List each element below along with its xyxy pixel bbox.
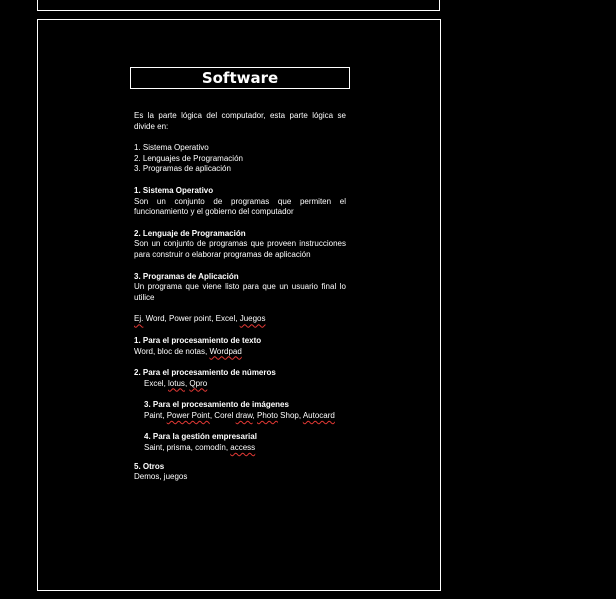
category-body: Demos, juegos [134, 472, 188, 482]
category-body: Excel, lotus, Qpro [144, 378, 208, 388]
spell-error-word: Juegos [239, 314, 266, 324]
spell-error-word: draw [235, 410, 253, 420]
category-body: Word, bloc de notas, Wordpad [134, 346, 242, 356]
example-line [134, 314, 346, 325]
list-item: 3. Programas de aplicación [134, 164, 231, 174]
list-item: 2. Lenguajes de Programación [134, 153, 243, 163]
spell-error-word: access [230, 443, 256, 453]
category-heading: 1. Para el procesamiento de texto [134, 335, 262, 345]
intro-paragraph: Es la parte lógica del computador, esta parte lógica se divide en: [134, 111, 346, 131]
page-body [134, 111, 346, 483]
section-body: Un programa que viene listo para que un usuario final lo utilice [134, 282, 346, 302]
spell-error-word: Qpro [189, 378, 208, 388]
section-body: Son un conjunto de programas que proveen instrucciones para construir o elaborar programas de aplicación [134, 239, 346, 259]
list-item: 1. Sistema Operativo [134, 143, 209, 153]
section-heading: 1. Sistema Operativo [134, 185, 214, 195]
category-heading: 4. Para la gestión empresarial [144, 432, 257, 442]
spell-error-word: Autocard [302, 410, 335, 420]
category-heading: 5. Otros [134, 461, 165, 471]
example-items: Word, Power point, Excel, [145, 314, 238, 324]
spell-error-word: Wordpad [209, 346, 242, 356]
page-title: Software [130, 67, 350, 89]
document-page [37, 19, 441, 591]
spell-error-word: Photo [257, 410, 278, 420]
section-body: Son un conjunto de programas que permiten el funcionamiento y el gobierno del computador [134, 196, 346, 217]
spell-error-word: lotus [168, 378, 185, 388]
spell-error-word: Power Point [166, 410, 210, 420]
category-heading: 3. Para el procesamiento de imágenes [144, 400, 289, 410]
section-heading: 2. Lenguaje de Programación [134, 228, 246, 238]
previous-page-frame [37, 0, 440, 11]
category-body: Saint, prisma, comodín, access [144, 443, 256, 453]
section-heading: 3. Programas de Aplicación [134, 271, 239, 281]
spell-error-word: Ej. [134, 314, 144, 324]
category-body: Paint, Power Point, Corel draw, Photo Shop, Autocard [144, 410, 335, 420]
category-heading: 2. Para el procesamiento de números [134, 368, 276, 378]
